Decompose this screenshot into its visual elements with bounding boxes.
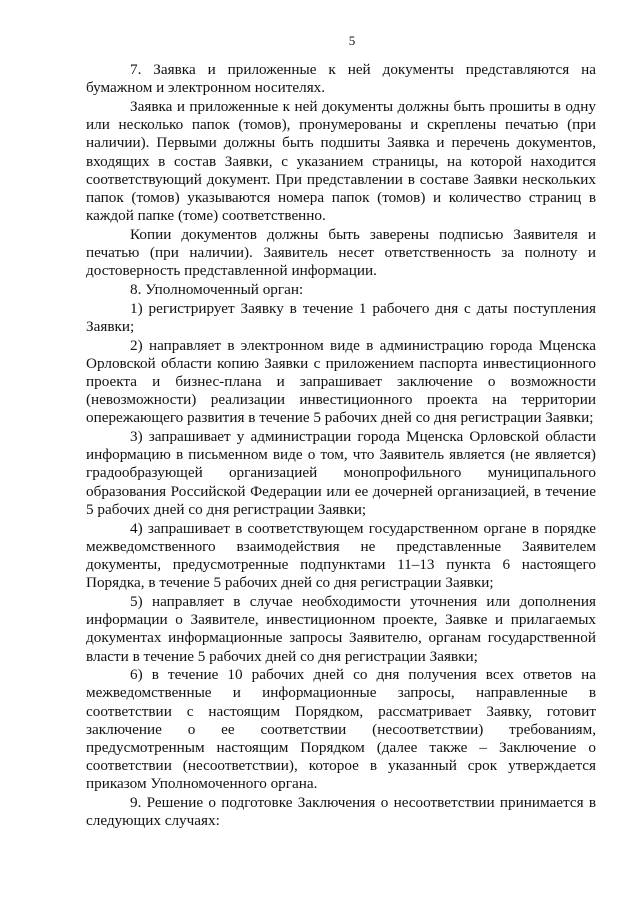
paragraph-8-item-5: 5) направляет в случае необходимости уточнения или дополнения информации о Заявителе, инвестиционном проекте, Заявке и прилагаемых документах информационные запросы Заявителю, органам государственной власти в течение 5 рабочих дней со дня регистрации Заявки;: [86, 592, 596, 665]
paragraph-8-item-1: 1) регистрирует Заявку в течение 1 рабочего дня с даты поступления Заявки;: [86, 299, 596, 335]
paragraph-8-item-4: 4) запрашивает в соответствующем государственном органе в порядке межведомственного взаимодействия не представленные Заявителем документы, предусмотренные подпунктами 11–13 пункта 6 настоящего Порядка, в течение 5 рабочих дней со дня регистрации Заявки;: [86, 519, 596, 592]
paragraph-7: 7. Заявка и приложенные к ней документы представляются на бумажном и электронном носителях.: [86, 61, 596, 97]
paragraph-binding-requirements: Заявка и приложенные к ней документы должны быть прошиты в одну или несколько папок (томов), пронумерованы и скреплены печатью (при наличии). Первыми должны быть подшиты Заявка и перечень документов, входящих в состав Заявки, с указанием страницы, на которой находится соответствующий документ. При представлении в составе Заявки нескольких папок (томов) указываются номера папок (томов) и количество страниц в каждой папке (томе) соответственно.: [86, 97, 596, 225]
paragraph-9: 9. Решение о подготовке Заключения о несоответствии принимается в следующих случаях:: [86, 794, 596, 830]
page-number: 5: [348, 33, 356, 48]
paragraph-copies-certification: Копии документов должны быть заверены подписью Заявителя и печатью (при наличии). Заявитель несет ответственность за полноту и достоверность представленной информации.: [86, 225, 596, 280]
paragraph-8-item-2: 2) направляет в электронном виде в администрацию города Мценска Орловской области копию Заявки с приложением паспорта инвестиционного проекта и бизнес-плана и запрашивает заключение о возможности (невозможности) реализации инвестиционного проекта на территории опережающего развития в течение 5 рабочих дней со дня регистрации Заявки;: [86, 336, 596, 427]
paragraph-8-item-3: 3) запрашивает у администрации города Мценска Орловской области информацию в письменном виде о том, что Заявитель является (не является) градообразующей организацией монопрофильного муниципального образования Российской Федерации или ее дочерней организацией, в течение 5 рабочих дней со дня регистрации Заявки;: [86, 428, 596, 518]
paragraph-8-item-6: 6) в течение 10 рабочих дней со дня получения всех ответов на межведомственные и информационные запросы, направленные в соответствии с настоящим Порядком, рассматривает Заявку, готовит заключение о ее соответствии (несоответствии) требованиям, предусмотренным настоящим Порядком (далее также – Заключение о соответствии (несоответствии), которое в указанный срок утверждается приказом Уполномоченного органа.: [86, 666, 596, 793]
document-body: [86, 61, 596, 831]
paragraph-8-heading: 8. Уполномоченный орган:: [130, 280, 304, 298]
